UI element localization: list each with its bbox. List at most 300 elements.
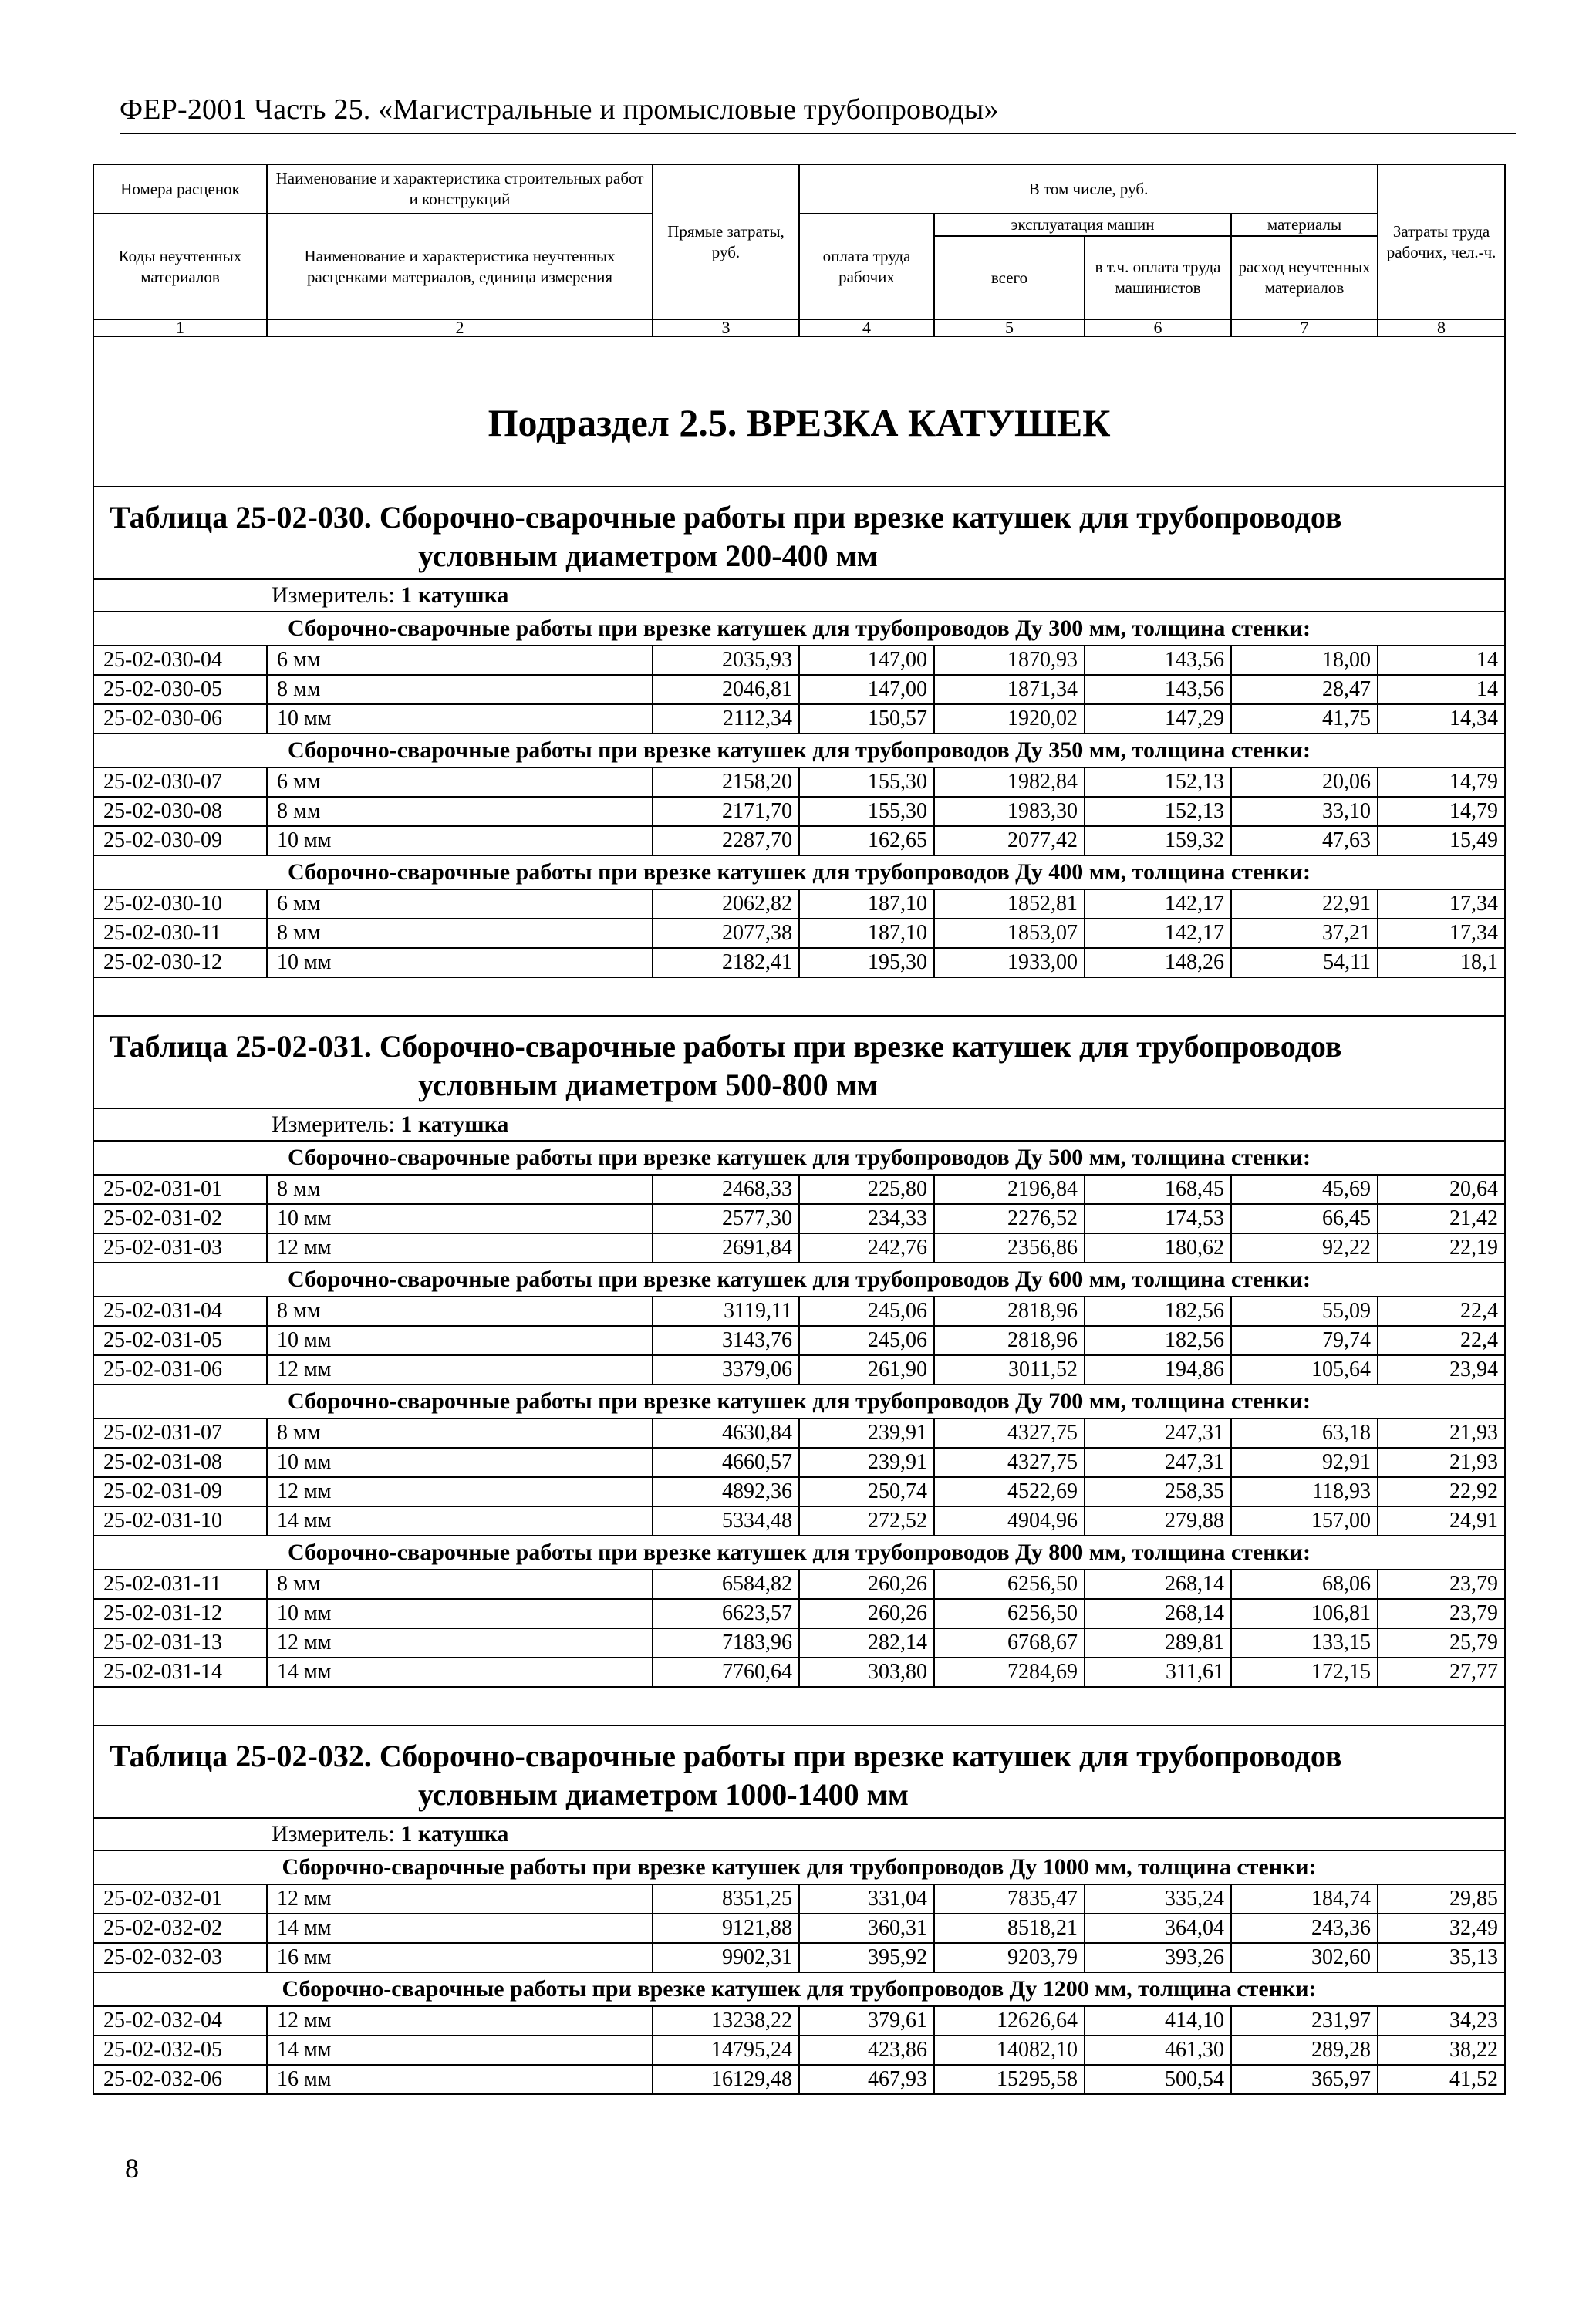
rate-code-cell: 25-02-031-05: [93, 1326, 267, 1355]
group-heading-row: [93, 855, 1505, 889]
group-heading: Сборочно-сварочные работы при врезке катушек для трубопроводов Ду 800 мм, толщина стенки:: [93, 1536, 1505, 1570]
col-number: 1: [93, 319, 267, 336]
machines-total-cell: 7835,47: [934, 1884, 1085, 1914]
operator-pay-cell: 159,32: [1085, 826, 1231, 855]
materials-cell: 68,06: [1231, 1570, 1378, 1599]
labor-hours-cell: 14: [1378, 646, 1505, 675]
labor-hours-cell: 15,49: [1378, 826, 1505, 855]
wall-thickness-cell: 8 мм: [267, 797, 653, 826]
labor-hours-cell: 23,79: [1378, 1599, 1505, 1628]
wall-thickness-cell: 10 мм: [267, 1599, 653, 1628]
rate-code-cell: 25-02-030-08: [93, 797, 267, 826]
direct-costs-cell: 7183,96: [653, 1628, 799, 1658]
operator-pay-cell: 335,24: [1085, 1884, 1231, 1914]
labor-hours-cell: 27,77: [1378, 1658, 1505, 1687]
wall-thickness-cell: 12 мм: [267, 1477, 653, 1506]
operator-pay-cell: 194,86: [1085, 1355, 1231, 1385]
col-group-machines: эксплуатация машин: [934, 214, 1231, 236]
table-title-row: [93, 487, 1505, 579]
table-row: [93, 1477, 1505, 1506]
labor-hours-cell: 21,42: [1378, 1204, 1505, 1233]
table-row: [93, 1658, 1505, 1687]
table-title-row: [93, 1725, 1505, 1818]
rate-code-cell: 25-02-031-01: [93, 1175, 267, 1204]
col-labor-hours: Затраты труда рабочих, чел.-ч.: [1378, 164, 1505, 319]
machines-total-cell: 6768,67: [934, 1628, 1085, 1658]
section-title: Подраздел 2.5. ВРЕЗКА КАТУШЕК: [93, 336, 1505, 487]
table-row: [93, 1418, 1505, 1448]
table-title-line-2: условным диаметром 500-800 мм: [418, 1068, 879, 1102]
materials-cell: 92,22: [1231, 1233, 1378, 1263]
section-title-row: [93, 336, 1505, 487]
direct-costs-cell: 4630,84: [653, 1418, 799, 1448]
labor-hours-cell: 35,13: [1378, 1943, 1505, 1972]
table-row: [93, 1628, 1505, 1658]
wall-thickness-cell: 10 мм: [267, 704, 653, 734]
wall-thickness-cell: 16 мм: [267, 1943, 653, 1972]
meter-row: [93, 1818, 1505, 1850]
rate-code-cell: 25-02-030-05: [93, 675, 267, 704]
wall-thickness-cell: 14 мм: [267, 1658, 653, 1687]
materials-cell: 243,36: [1231, 1914, 1378, 1943]
table-title-line-1: Таблица 25-02-031. Сборочно-сварочные работы при врезке катушек для трубопроводов: [110, 1029, 1342, 1064]
direct-costs-cell: 16129,48: [653, 2065, 799, 2094]
machines-total-cell: 1982,84: [934, 767, 1085, 797]
table-row: [93, 767, 1505, 797]
rates-sheet: [93, 164, 1504, 2095]
table-row: [93, 1506, 1505, 1536]
worker-pay-cell: 225,80: [799, 1175, 934, 1204]
materials-cell: 66,45: [1231, 1204, 1378, 1233]
machines-total-cell: 15295,58: [934, 2065, 1085, 2094]
table-gap: [93, 977, 1505, 1016]
table-row: [93, 826, 1505, 855]
labor-hours-cell: 18,1: [1378, 948, 1505, 977]
materials-cell: 37,21: [1231, 919, 1378, 948]
rate-code-cell: 25-02-032-06: [93, 2065, 267, 2094]
machines-total-cell: 2196,84: [934, 1175, 1085, 1204]
labor-hours-cell: 20,64: [1378, 1175, 1505, 1204]
group-heading-row: [93, 612, 1505, 646]
worker-pay-cell: 261,90: [799, 1355, 934, 1385]
rate-code-cell: 25-02-030-06: [93, 704, 267, 734]
rate-code-cell: 25-02-032-02: [93, 1914, 267, 1943]
table-row: [93, 919, 1505, 948]
table-row: [93, 1448, 1505, 1477]
labor-hours-cell: 22,4: [1378, 1326, 1505, 1355]
direct-costs-cell: 4660,57: [653, 1448, 799, 1477]
labor-hours-cell: 22,19: [1378, 1233, 1505, 1263]
worker-pay-cell: 242,76: [799, 1233, 934, 1263]
labor-hours-cell: 14,79: [1378, 767, 1505, 797]
materials-cell: 33,10: [1231, 797, 1378, 826]
worker-pay-cell: 331,04: [799, 1884, 934, 1914]
rates-table-body: [93, 164, 1505, 2094]
machines-total-cell: 4522,69: [934, 1477, 1085, 1506]
rate-code-cell: 25-02-030-04: [93, 646, 267, 675]
table-row: [93, 1233, 1505, 1263]
materials-cell: 18,00: [1231, 646, 1378, 675]
col-number: 8: [1378, 319, 1505, 336]
materials-cell: 55,09: [1231, 1297, 1378, 1326]
machines-total-cell: 14082,10: [934, 2036, 1085, 2065]
operator-pay-cell: 247,31: [1085, 1448, 1231, 1477]
operator-pay-cell: 174,53: [1085, 1204, 1231, 1233]
page-number: 8: [125, 2153, 139, 2184]
table-row: [93, 797, 1505, 826]
labor-hours-cell: 32,49: [1378, 1914, 1505, 1943]
wall-thickness-cell: 8 мм: [267, 1297, 653, 1326]
col-number: 6: [1085, 319, 1231, 336]
meter: [93, 579, 1505, 612]
group-heading-row: [93, 1972, 1505, 2006]
wall-thickness-cell: 10 мм: [267, 1448, 653, 1477]
table-row: [93, 2006, 1505, 2036]
operator-pay-cell: 152,13: [1085, 767, 1231, 797]
running-header: ФЕР-2001 Часть 25. «Магистральные и промысловые трубопроводы»: [120, 93, 999, 126]
wall-thickness-cell: 6 мм: [267, 767, 653, 797]
machines-total-cell: 1870,93: [934, 646, 1085, 675]
group-heading-row: [93, 1263, 1505, 1297]
direct-costs-cell: 3143,76: [653, 1326, 799, 1355]
table-row: [93, 948, 1505, 977]
machines-total-cell: 6256,50: [934, 1570, 1085, 1599]
rate-code-cell: 25-02-031-14: [93, 1658, 267, 1687]
rate-code-cell: 25-02-032-04: [93, 2006, 267, 2036]
machines-total-cell: 3011,52: [934, 1355, 1085, 1385]
direct-costs-cell: 3119,11: [653, 1297, 799, 1326]
meter: [93, 1108, 1505, 1141]
group-heading: Сборочно-сварочные работы при врезке катушек для трубопроводов Ду 400 мм, толщина стенки:: [93, 855, 1505, 889]
operator-pay-cell: 289,81: [1085, 1628, 1231, 1658]
wall-thickness-cell: 6 мм: [267, 646, 653, 675]
machines-total-cell: 1871,34: [934, 675, 1085, 704]
table-row: [93, 675, 1505, 704]
table-title: [93, 1725, 1505, 1818]
col-number: 5: [934, 319, 1085, 336]
materials-cell: 54,11: [1231, 948, 1378, 977]
worker-pay-cell: 245,06: [799, 1297, 934, 1326]
col-rate-numbers: Номера расценок: [93, 164, 267, 214]
worker-pay-cell: 250,74: [799, 1477, 934, 1506]
machines-total-cell: 1983,30: [934, 797, 1085, 826]
operator-pay-cell: 461,30: [1085, 2036, 1231, 2065]
labor-hours-cell: 34,23: [1378, 2006, 1505, 2036]
rate-code-cell: 25-02-031-02: [93, 1204, 267, 1233]
direct-costs-cell: 2171,70: [653, 797, 799, 826]
materials-cell: 106,81: [1231, 1599, 1378, 1628]
col-number: 4: [799, 319, 934, 336]
table-row: [93, 1355, 1505, 1385]
worker-pay-cell: 395,92: [799, 1943, 934, 1972]
operator-pay-cell: 268,14: [1085, 1599, 1231, 1628]
group-heading: Сборочно-сварочные работы при врезке катушек для трубопроводов Ду 1200 мм, толщина стенки:: [93, 1972, 1505, 2006]
wall-thickness-cell: 10 мм: [267, 1204, 653, 1233]
direct-costs-cell: 2691,84: [653, 1233, 799, 1263]
rate-code-cell: 25-02-031-10: [93, 1506, 267, 1536]
worker-pay-cell: 260,26: [799, 1599, 934, 1628]
labor-hours-cell: 22,92: [1378, 1477, 1505, 1506]
operator-pay-cell: 142,17: [1085, 889, 1231, 919]
wall-thickness-cell: 10 мм: [267, 948, 653, 977]
machines-total-cell: 4904,96: [934, 1506, 1085, 1536]
direct-costs-cell: 2077,38: [653, 919, 799, 948]
table-gap-cell: [93, 977, 1505, 1016]
operator-pay-cell: 152,13: [1085, 797, 1231, 826]
group-heading: Сборочно-сварочные работы при врезке катушек для трубопроводов Ду 300 мм, толщина стенки:: [93, 612, 1505, 646]
direct-costs-cell: 2112,34: [653, 704, 799, 734]
rate-code-cell: 25-02-031-11: [93, 1570, 267, 1599]
direct-costs-cell: 13238,22: [653, 2006, 799, 2036]
meter-label: Измеритель:: [272, 1111, 395, 1137]
wall-thickness-cell: 12 мм: [267, 1884, 653, 1914]
machines-total-cell: 2276,52: [934, 1204, 1085, 1233]
worker-pay-cell: 260,26: [799, 1570, 934, 1599]
labor-hours-cell: 21,93: [1378, 1448, 1505, 1477]
operator-pay-cell: 268,14: [1085, 1570, 1231, 1599]
worker-pay-cell: 245,06: [799, 1326, 934, 1355]
table-gap-cell: [93, 1687, 1505, 1725]
operator-pay-cell: 247,31: [1085, 1418, 1231, 1448]
machines-total-cell: 1853,07: [934, 919, 1085, 948]
materials-cell: 184,74: [1231, 1884, 1378, 1914]
operator-pay-cell: 148,26: [1085, 948, 1231, 977]
col-number: 2: [267, 319, 653, 336]
machines-total-cell: 4327,75: [934, 1448, 1085, 1477]
table-row: [93, 1297, 1505, 1326]
worker-pay-cell: 195,30: [799, 948, 934, 977]
worker-pay-cell: 379,61: [799, 2006, 934, 2036]
table-row: [93, 1914, 1505, 1943]
wall-thickness-cell: 12 мм: [267, 2006, 653, 2036]
column-number-row: [93, 319, 1505, 336]
operator-pay-cell: 143,56: [1085, 646, 1231, 675]
wall-thickness-cell: 14 мм: [267, 1506, 653, 1536]
header-rule: [120, 133, 1516, 134]
direct-costs-cell: 2287,70: [653, 826, 799, 855]
rate-code-cell: 25-02-030-07: [93, 767, 267, 797]
wall-thickness-cell: 12 мм: [267, 1355, 653, 1385]
worker-pay-cell: 239,91: [799, 1448, 934, 1477]
rate-code-cell: 25-02-032-03: [93, 1943, 267, 1972]
machines-total-cell: 7284,69: [934, 1658, 1085, 1687]
labor-hours-cell: 21,93: [1378, 1418, 1505, 1448]
wall-thickness-cell: 8 мм: [267, 675, 653, 704]
group-heading-row: [93, 1141, 1505, 1175]
worker-pay-cell: 187,10: [799, 889, 934, 919]
worker-pay-cell: 239,91: [799, 1418, 934, 1448]
labor-hours-cell: 14: [1378, 675, 1505, 704]
direct-costs-cell: 2158,20: [653, 767, 799, 797]
col-machines-total: всего: [934, 236, 1085, 319]
table-title-line-2: условным диаметром 200-400 мм: [418, 538, 879, 573]
operator-pay-cell: 393,26: [1085, 1943, 1231, 1972]
machines-total-cell: 1933,00: [934, 948, 1085, 977]
rates-table: [93, 164, 1506, 2095]
labor-hours-cell: 23,94: [1378, 1355, 1505, 1385]
wall-thickness-cell: 12 мм: [267, 1233, 653, 1263]
materials-cell: 302,60: [1231, 1943, 1378, 1972]
group-heading: Сборочно-сварочные работы при врезке катушек для трубопроводов Ду 700 мм, толщина стенки:: [93, 1385, 1505, 1418]
worker-pay-cell: 147,00: [799, 646, 934, 675]
worker-pay-cell: 162,65: [799, 826, 934, 855]
wall-thickness-cell: 8 мм: [267, 1418, 653, 1448]
wall-thickness-cell: 10 мм: [267, 826, 653, 855]
operator-pay-cell: 311,61: [1085, 1658, 1231, 1687]
direct-costs-cell: 2468,33: [653, 1175, 799, 1204]
operator-pay-cell: 500,54: [1085, 2065, 1231, 2094]
machines-total-cell: 6256,50: [934, 1599, 1085, 1628]
rate-code-cell: 25-02-030-09: [93, 826, 267, 855]
machines-total-cell: 2356,86: [934, 1233, 1085, 1263]
wall-thickness-cell: 8 мм: [267, 1175, 653, 1204]
worker-pay-cell: 360,31: [799, 1914, 934, 1943]
wall-thickness-cell: 14 мм: [267, 1914, 653, 1943]
rate-code-cell: 25-02-031-09: [93, 1477, 267, 1506]
direct-costs-cell: 9902,31: [653, 1943, 799, 1972]
wall-thickness-cell: 10 мм: [267, 1326, 653, 1355]
direct-costs-cell: 2577,30: [653, 1204, 799, 1233]
table-title: [93, 487, 1505, 579]
machines-total-cell: 12626,64: [934, 2006, 1085, 2036]
worker-pay-cell: 234,33: [799, 1204, 934, 1233]
table-gap: [93, 1687, 1505, 1725]
operator-pay-cell: 364,04: [1085, 1914, 1231, 1943]
direct-costs-cell: 2182,41: [653, 948, 799, 977]
table-row: [93, 1599, 1505, 1628]
machines-total-cell: 2818,96: [934, 1326, 1085, 1355]
wall-thickness-cell: 8 мм: [267, 919, 653, 948]
direct-costs-cell: 2035,93: [653, 646, 799, 675]
labor-hours-cell: 17,34: [1378, 889, 1505, 919]
col-number: 7: [1231, 319, 1378, 336]
rate-code-cell: 25-02-030-12: [93, 948, 267, 977]
operator-pay-cell: 143,56: [1085, 675, 1231, 704]
labor-hours-cell: 38,22: [1378, 2036, 1505, 2065]
operator-pay-cell: 182,56: [1085, 1326, 1231, 1355]
operator-pay-cell: 414,10: [1085, 2006, 1231, 2036]
labor-hours-cell: 22,4: [1378, 1297, 1505, 1326]
labor-hours-cell: 25,79: [1378, 1628, 1505, 1658]
table-row: [93, 1204, 1505, 1233]
table-row: [93, 1884, 1505, 1914]
labor-hours-cell: 24,91: [1378, 1506, 1505, 1536]
materials-cell: 28,47: [1231, 675, 1378, 704]
col-worker-pay: оплата труда рабочих: [799, 214, 934, 319]
materials-cell: 20,06: [1231, 767, 1378, 797]
wall-thickness-cell: 14 мм: [267, 2036, 653, 2065]
col-group-including: В том числе, руб.: [799, 164, 1378, 214]
worker-pay-cell: 155,30: [799, 797, 934, 826]
wall-thickness-cell: 8 мм: [267, 1570, 653, 1599]
table-row: [93, 704, 1505, 734]
meter: [93, 1818, 1505, 1850]
materials-cell: 22,91: [1231, 889, 1378, 919]
table-row: [93, 1326, 1505, 1355]
rate-code-cell: 25-02-031-12: [93, 1599, 267, 1628]
table-title: [93, 1016, 1505, 1108]
group-heading: Сборочно-сварочные работы при врезке катушек для трубопроводов Ду 600 мм, толщина стенки:: [93, 1263, 1505, 1297]
materials-cell: 92,91: [1231, 1448, 1378, 1477]
materials-cell: 79,74: [1231, 1326, 1378, 1355]
column-header-row-1: [93, 164, 1505, 214]
meter-label: Измеритель:: [272, 1821, 395, 1847]
materials-cell: 231,97: [1231, 2006, 1378, 2036]
col-group-materials: материалы: [1231, 214, 1378, 236]
labor-hours-cell: 41,52: [1378, 2065, 1505, 2094]
materials-cell: 45,69: [1231, 1175, 1378, 1204]
materials-cell: 41,75: [1231, 704, 1378, 734]
wall-thickness-cell: 16 мм: [267, 2065, 653, 2094]
labor-hours-cell: 14,79: [1378, 797, 1505, 826]
operator-pay-cell: 142,17: [1085, 919, 1231, 948]
table-row: [93, 2065, 1505, 2094]
machines-total-cell: 4327,75: [934, 1418, 1085, 1448]
rate-code-cell: 25-02-031-06: [93, 1355, 267, 1385]
direct-costs-cell: 9121,88: [653, 1914, 799, 1943]
rate-code-cell: 25-02-031-03: [93, 1233, 267, 1263]
direct-costs-cell: 2046,81: [653, 675, 799, 704]
labor-hours-cell: 17,34: [1378, 919, 1505, 948]
worker-pay-cell: 303,80: [799, 1658, 934, 1687]
wall-thickness-cell: 12 мм: [267, 1628, 653, 1658]
group-heading-row: [93, 734, 1505, 767]
direct-costs-cell: 5334,48: [653, 1506, 799, 1536]
rate-code-cell: 25-02-031-13: [93, 1628, 267, 1658]
group-heading-row: [93, 1385, 1505, 1418]
table-row: [93, 2036, 1505, 2065]
col-work-name: Наименование и характеристика строительных работ и конструкций: [267, 164, 653, 214]
table-title-line-1: Таблица 25-02-032. Сборочно-сварочные работы при врезке катушек для трубопроводов: [110, 1739, 1342, 1773]
meter-value: 1 катушка: [400, 582, 509, 608]
column-header-row-2: [93, 214, 1505, 236]
direct-costs-cell: 7760,64: [653, 1658, 799, 1687]
meter-row: [93, 1108, 1505, 1141]
direct-costs-cell: 6584,82: [653, 1570, 799, 1599]
group-heading: Сборочно-сварочные работы при врезке катушек для трубопроводов Ду 350 мм, толщина стенки:: [93, 734, 1505, 767]
machines-total-cell: 8518,21: [934, 1914, 1085, 1943]
materials-cell: 105,64: [1231, 1355, 1378, 1385]
labor-hours-cell: 29,85: [1378, 1884, 1505, 1914]
table-row: [93, 646, 1505, 675]
operator-pay-cell: 147,29: [1085, 704, 1231, 734]
rate-code-cell: 25-02-031-04: [93, 1297, 267, 1326]
materials-cell: 172,15: [1231, 1658, 1378, 1687]
materials-cell: 289,28: [1231, 2036, 1378, 2065]
rate-code-cell: 25-02-031-07: [93, 1418, 267, 1448]
table-row: [93, 1570, 1505, 1599]
materials-cell: 365,97: [1231, 2065, 1378, 2094]
rate-code-cell: 25-02-030-10: [93, 889, 267, 919]
materials-cell: 118,93: [1231, 1477, 1378, 1506]
rate-code-cell: 25-02-031-08: [93, 1448, 267, 1477]
col-material-name: Наименование и характеристика неучтенных расценками материалов, единица измерения: [267, 214, 653, 319]
col-operator-pay: в т.ч. оплата труда машинистов: [1085, 236, 1231, 319]
materials-cell: 133,15: [1231, 1628, 1378, 1658]
labor-hours-cell: 14,34: [1378, 704, 1505, 734]
worker-pay-cell: 467,93: [799, 2065, 934, 2094]
meter-label: Измеритель:: [272, 582, 395, 608]
direct-costs-cell: 2062,82: [653, 889, 799, 919]
table-row: [93, 1943, 1505, 1972]
materials-cell: 63,18: [1231, 1418, 1378, 1448]
labor-hours-cell: 23,79: [1378, 1570, 1505, 1599]
rate-code-cell: 25-02-032-01: [93, 1884, 267, 1914]
table-title-row: [93, 1016, 1505, 1108]
direct-costs-cell: 4892,36: [653, 1477, 799, 1506]
wall-thickness-cell: 6 мм: [267, 889, 653, 919]
operator-pay-cell: 182,56: [1085, 1297, 1231, 1326]
